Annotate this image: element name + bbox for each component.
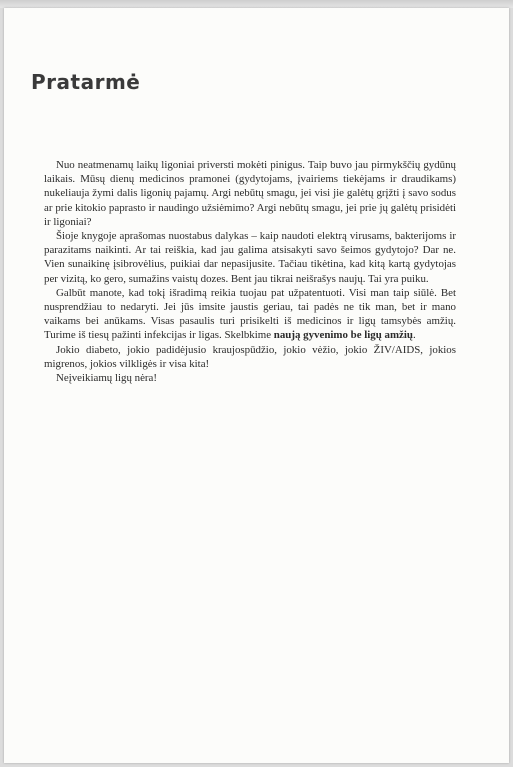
paragraph-1: Nuo neatmenamų laikų ligoniai priversti mokėti pinigus. Taip buvo jau pirmykščių gydūnų laikais. Mūsų dienų medicinos pramonei (gydytojams, įvairiems tiekėjams ir draudikams) nukeliauja žymi dalis ligonių pajamų. Argi nebūtų smagu, jei visi jie galėtų grįžti į savo sodus ar prie kitokio paprasto ir naudingo užsiėmimo? Argi nebūtų smagu, jei prie jų galėtų prisidėti ir ligoniai?: [44, 159, 456, 228]
paragraph-4: Jokio diabeto, jokio padidėjusio kraujospūdžio, jokio vėžio, jokio ŽIV/AIDS, jokios migrenos, jokios vilkligės ir visa kita!: [44, 343, 456, 370]
paragraph-2: Šioje knygoje aprašomas nuostabus dalykas – kaip naudoti elektrą virusams, bakterijoms ir parazitams naikinti. Ar tai reiškia, kad jau galima atsisakyti savo šeimos gydytojo? Dar ne. Vien sunaikinę įsibrovėlius, puikiai dar nepasijusite. Tačiau tikėtina, kad kitą kartą gydytojas per vizitą, ko gero, sumažins vaistų dozes. Bent jau tikrai neišrašys naujų. Tai yra puiku.: [44, 230, 456, 285]
paragraph-5: Neįveikiamų ligų nėra!: [56, 372, 158, 385]
paragraph-3-bold-phrase: naują gyvenimo be ligų amžių: [273, 329, 413, 342]
book-page: [4, 8, 509, 763]
page-title: Pratarmė: [31, 70, 141, 94]
scan-top-edge: [0, 0, 513, 8]
paragraph-3-end: .: [412, 329, 416, 342]
paragraph-3: [44, 286, 456, 343]
preface-body: [44, 158, 456, 385]
paragraph-3-text: Galbūt manote, kad tokį išradimą reikia tuojau pat užpatentuoti. Visi man taip siūlė. Bet nusprendžiau to nedaryti. Jei jūs imsite jaustis geriau, tai padės ne tik man, bet ir mano vaikams bei anūkams. Visas pasaulis turi prisikelti iš medicinos ir ligų tamsybės amžių. Turime iš tiesų pažinti infekcijas ir ligas. Skelbkime: [44, 286, 456, 342]
